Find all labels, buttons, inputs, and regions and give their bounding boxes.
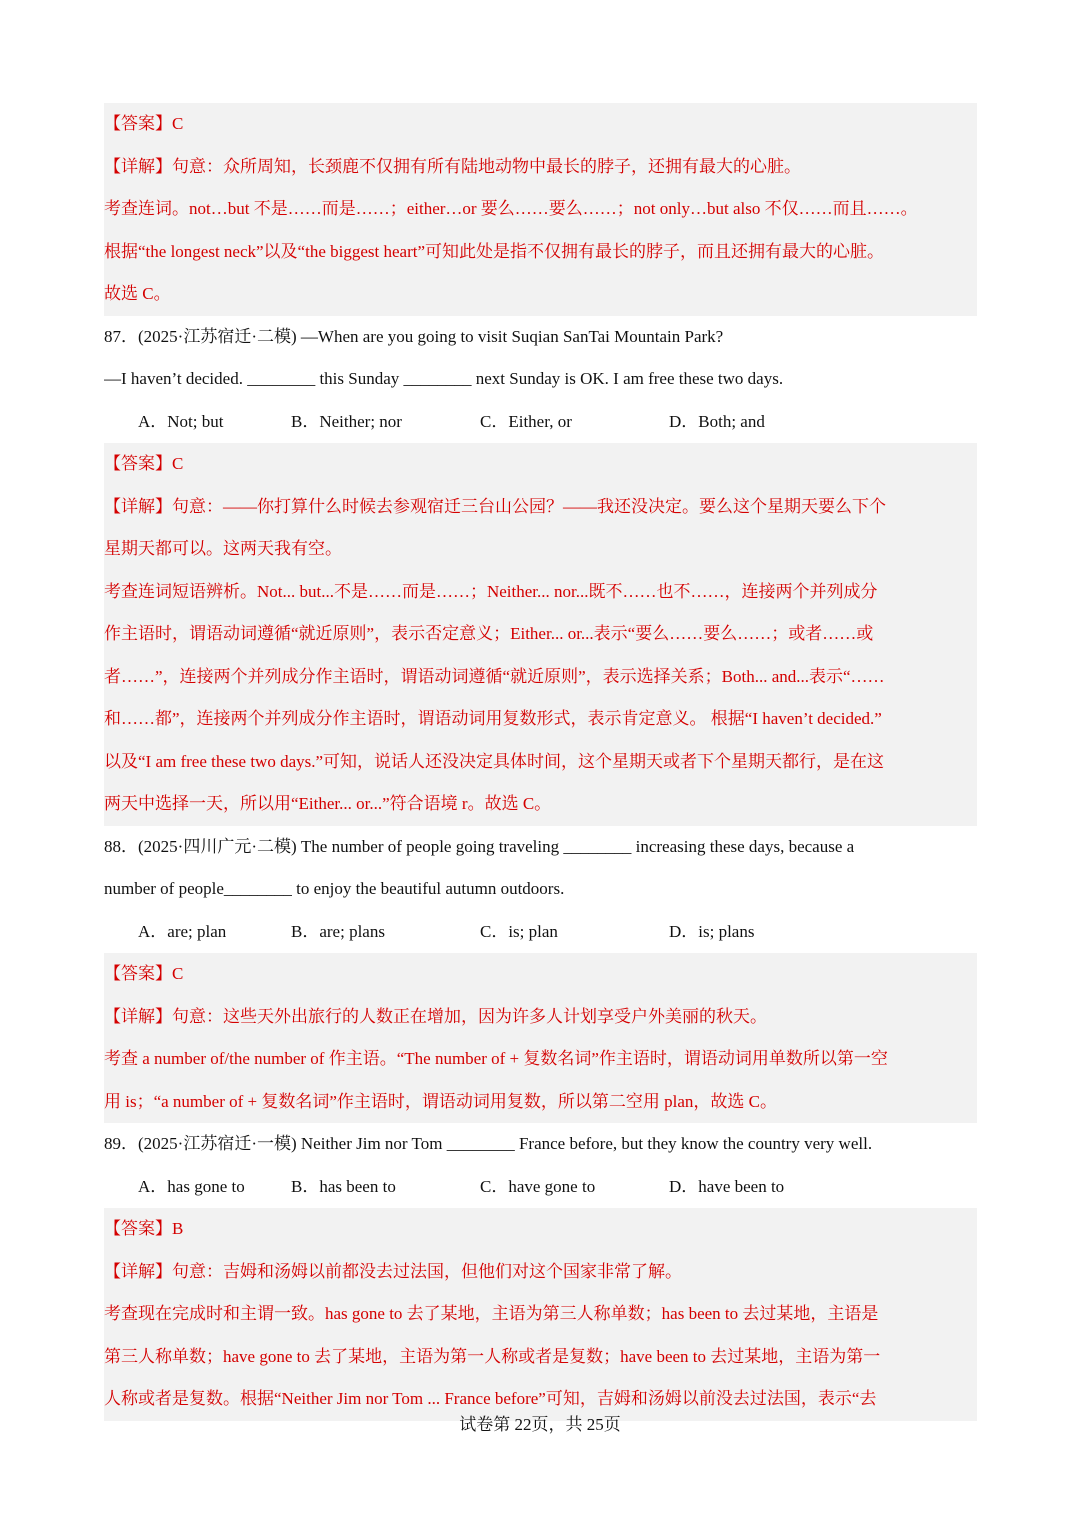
answer-line: 者……”，连接两个并列成分作主语时，谓语动词遵循“就近原则”，表示选择关系；Both... and...表示“…… (104, 666, 885, 686)
option-d: D．have been to (669, 1176, 785, 1196)
answer-line: 用 is；“a number of + 复数名词”作主语时，谓语动词用复数，所以第二空用 plan，故选 C。 (104, 1091, 778, 1111)
question-line: —I haven’t decided. ________ this Sunday ________ next Sunday is OK. I am free these two days. (104, 369, 784, 388)
answer-line: 【答案】C (104, 964, 184, 983)
answer-line: 星期天都可以。这两天我有空。 (104, 539, 342, 558)
answer-block (104, 443, 977, 826)
answer-line: 第三人称单数；have gone to 去了某地，主语为第一人称或者是复数；have been to 去过某地，主语为第一 (104, 1346, 881, 1366)
option-a: A．has gone to (138, 1176, 245, 1196)
answer-block (104, 103, 977, 316)
question-block (104, 826, 977, 954)
answer-line: 【详解】句意：这些天外出旅行的人数正在增加，因为许多人计划享受户外美丽的秋天。 (104, 1006, 767, 1026)
exam-page-content (104, 103, 977, 1421)
answer-line: 和……都”，连接两个并列成分作主语时，谓语动词用复数形式，表示肯定意义。 根据“I haven’t decided.” (104, 709, 882, 728)
option-c: C．is; plan (480, 921, 558, 941)
question-block (104, 316, 977, 444)
answer-line: 故选 C。 (104, 284, 171, 303)
answer-line: 【详解】句意：众所周知，长颈鹿不仅拥有所有陆地动物中最长的脖子，还拥有最大的心脏。 (104, 156, 801, 176)
option-d: D．is; plans (669, 921, 755, 941)
answer-line: 人称或者是复数。根据“Neither Jim nor Tom ... France before”可知，吉姆和汤姆以前没去过法国，表示“去 (104, 1389, 877, 1408)
option-c: C．have gone to (480, 1176, 596, 1196)
answer-line: 【答案】C (104, 454, 184, 473)
answer-line: 两天中选择一天，所以用“Either... or...”符合语境 r。故选 C。 (104, 794, 552, 813)
answer-line: 【详解】句意：吉姆和汤姆以前都没去过法国，但他们对这个国家非常了解。 (104, 1261, 682, 1281)
answer-options (104, 911, 977, 954)
question-line: number of people________ to enjoy the beautiful autumn outdoors. (104, 879, 565, 898)
question-line: 88．(2025·四川广元·二模) The number of people going traveling ________ increasing these days, because a (104, 836, 855, 856)
question-line: 89．(2025·江苏宿迁·一模) Neither Jim nor Tom ________ France before, but they know the country very well. (104, 1134, 873, 1153)
answer-line: 考查连词短语辨析。Not... but...不是……而是……；Neither... nor...既不……也不……，连接两个并列成分 (104, 581, 878, 601)
option-b: B．Neither; nor (291, 411, 402, 431)
answer-line: 【详解】句意：——你打算什么时候去参观宿迁三台山公园？——我还没决定。要么这个星期天要么下个 (104, 496, 886, 516)
answer-options (104, 1166, 977, 1209)
answer-line: 作主语时，谓语动词遵循“就近原则”，表示否定意义；Either... or...表示“要么……要么……；或者……或 (104, 624, 874, 643)
answer-line: 【答案】C (104, 114, 184, 133)
answer-options (104, 401, 977, 444)
question-line: 87．(2025·江苏宿迁·二模) —When are you going to visit Suqian SanTai Mountain Park? (104, 326, 724, 346)
answer-line: 根据“the longest neck”以及“the biggest heart”可知此处是指不仅拥有最长的脖子，而且还拥有最大的心脏。 (104, 241, 884, 261)
answer-block (104, 1208, 977, 1421)
answer-line: 【答案】B (104, 1219, 184, 1238)
answer-line: 考查现在完成时和主谓一致。has gone to 去了某地，主语为第三人称单数；has been to 去过某地，主语是 (104, 1304, 879, 1323)
question-block (104, 1123, 977, 1208)
option-a: A．are; plan (138, 921, 227, 941)
option-a: A．Not; but (138, 411, 224, 431)
answer-line: 考查连词。not…but 不是……而是……；either…or 要么……要么……；not only…but also 不仅……而且……。 (104, 199, 918, 218)
answer-block (104, 953, 977, 1123)
option-c: C．Either, or (480, 411, 572, 431)
option-d: D．Both; and (669, 411, 765, 431)
answer-line: 以及“I am free these two days.”可知，说话人还没决定具体时间，这个星期天或者下个星期天都行，是在这 (104, 751, 885, 771)
option-b: B．are; plans (291, 921, 385, 941)
answer-line: 考查 a number of/the number of 作主语。“The number of + 复数名词”作主语时，谓语动词用单数所以第一空 (104, 1049, 888, 1068)
page-footer: 试卷第 22页，共 25页 (459, 1415, 621, 1434)
option-b: B．has been to (291, 1176, 396, 1196)
